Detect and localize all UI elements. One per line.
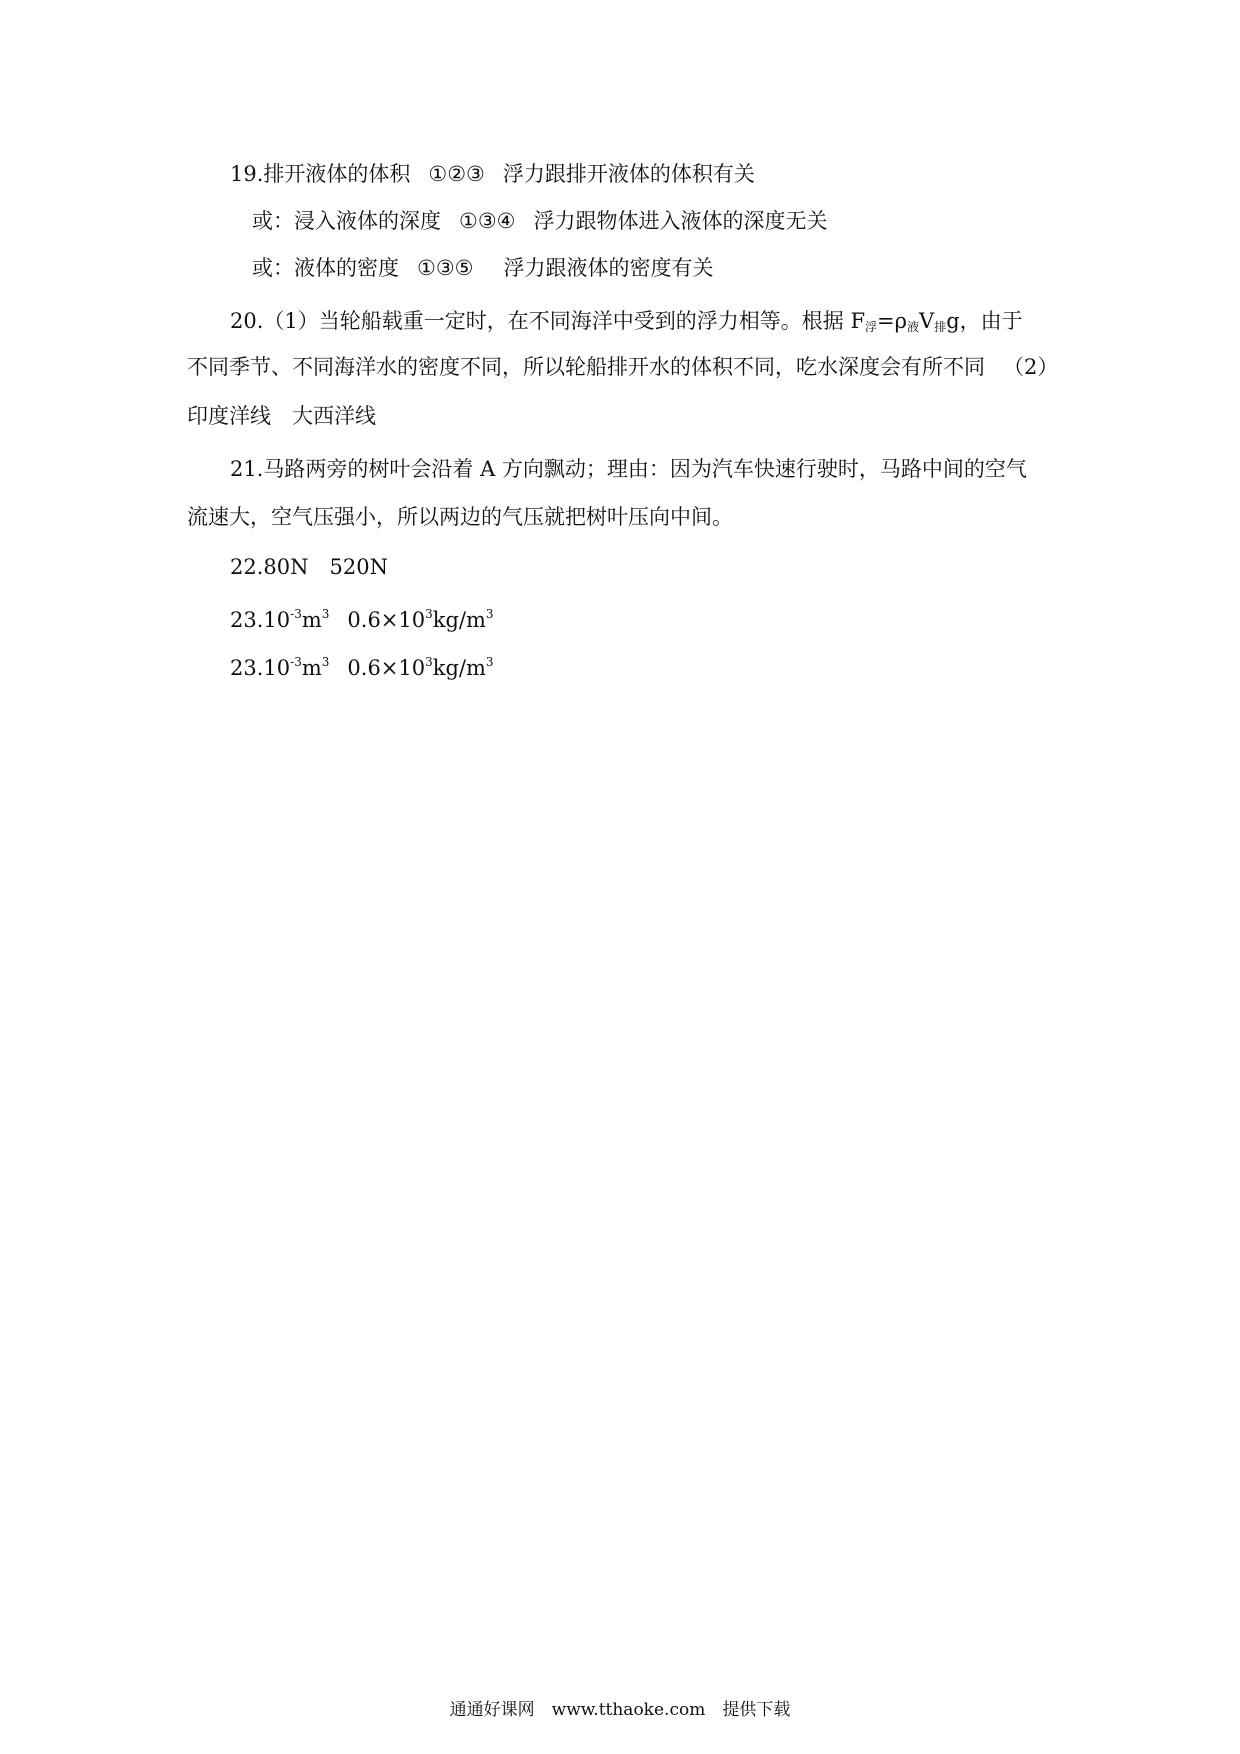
- answer-20-line-3: [187, 402, 376, 430]
- buoyancy-formula: $F_浮=\rho_液V_排g$，由于: [850, 309, 1023, 334]
- question-number: 23.: [230, 656, 264, 680]
- answer-23: $23.10^{-3}m^3$ $0.6\times 10^3kg/m^3$: [230, 607, 494, 632]
- alt-prefix: 或：: [252, 209, 294, 233]
- answer-text: 流速大，空气压强小，所以两边的气压就把树叶压向中间。: [187, 505, 733, 529]
- answer-text: （1）当轮船载重一定时，在不同海洋中受到的浮力相等。根据: [263, 309, 844, 333]
- answer-steps: ①③④: [459, 209, 516, 233]
- answer-steps: ①③⑤: [417, 256, 474, 280]
- answer-conclusion: 浮力跟液体的密度有关: [503, 256, 714, 280]
- question-number: 23.: [230, 608, 264, 632]
- answer-factor: 浸入液体的深度: [294, 209, 441, 233]
- answer-23-repeat: $23.10^{-3}m^3$ $0.6\times 10^3kg/m^3$: [230, 655, 494, 680]
- question-number: 20.: [230, 309, 264, 333]
- answer-conclusion: 浮力跟物体进入液体的深度无关: [533, 209, 828, 233]
- answer-22: [230, 553, 388, 581]
- answer-conclusion: 浮力跟排开液体的体积有关: [502, 162, 755, 186]
- page-footer: [0, 1698, 1240, 1722]
- question-number: 21.: [230, 457, 264, 481]
- part-label: （2）: [1003, 355, 1059, 379]
- answer-text: 印度洋线 大西洋线: [187, 404, 376, 428]
- question-number: 22.: [230, 555, 264, 579]
- answer-19-line-2: [252, 207, 827, 235]
- answer-steps: ①②③: [428, 162, 485, 186]
- answer-text: 80N 520N: [263, 555, 388, 579]
- answer-21-line-2: [187, 503, 733, 531]
- answer-text: 不同季节、不同海洋水的密度不同，所以轮船排开水的体积不同，吃水深度会有所不同: [187, 355, 985, 379]
- footer-text: 通通好课网 www.tthaoke.com 提供下载: [449, 1700, 791, 1720]
- answer-21-line-1: [230, 455, 1027, 483]
- question-number: 19.: [230, 162, 264, 186]
- answer-20-line-2: [187, 353, 1058, 381]
- answer-20-line-1: [230, 307, 1023, 341]
- alt-prefix: 或：: [252, 256, 294, 280]
- answer-text: 马路两旁的树叶会沿着 A 方向飘动；理由：因为汽车快速行驶时，马路中间的空气: [263, 457, 1027, 481]
- answer-19-line-1: [230, 160, 755, 188]
- answer-factor: 液体的密度: [294, 256, 399, 280]
- answer-factor: 排开液体的体积: [263, 162, 411, 186]
- answer-19-line-3: [252, 254, 713, 282]
